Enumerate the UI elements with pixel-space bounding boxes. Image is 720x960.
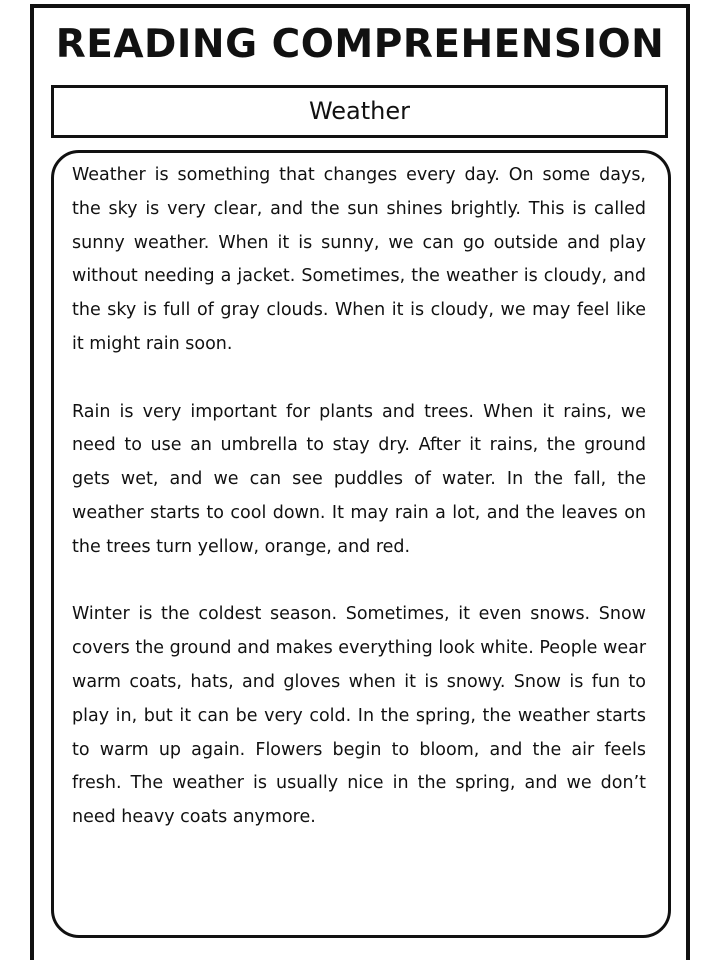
reading-passage-panel <box>51 150 671 938</box>
topic-title-box: Weather <box>51 85 668 138</box>
worksheet-frame <box>30 4 690 960</box>
page-title: READING COMPREHENSION <box>55 22 665 67</box>
passage-paragraph-1: Weather is something that changes every day. On some days, the sky is very clear, and the sun shines brightly. This is called sunny weather. When it is sunny, we can go outside and play without needing a jacket. Sometimes, the weather is cloudy, and the sky is full of gray clouds. When it is cloudy, we may feel like it might rain soon. <box>72 165 646 354</box>
passage-paragraph-2: Rain is very important for plants and trees. When it rains, we need to use an umbrella to stay dry. After it rains, the ground gets wet, and we can see puddles of water. In the fall, the weather starts to cool down. It may rain a lot, and the leaves on the trees turn yellow, orange, and red. <box>72 401 646 557</box>
passage-paragraph-3: Winter is the coldest season. Sometimes, it even snows. Snow covers the ground and makes everything look white. People wear warm coats, hats, and gloves when it is snowy. Snow is fun to play in, but it can be very cold. In the spring, the weather starts to warm up again. Flowers begin to bloom, and the air feels fresh. The weather is usually nice in the spring, and we don’t need heavy coats anymore. <box>72 604 647 828</box>
